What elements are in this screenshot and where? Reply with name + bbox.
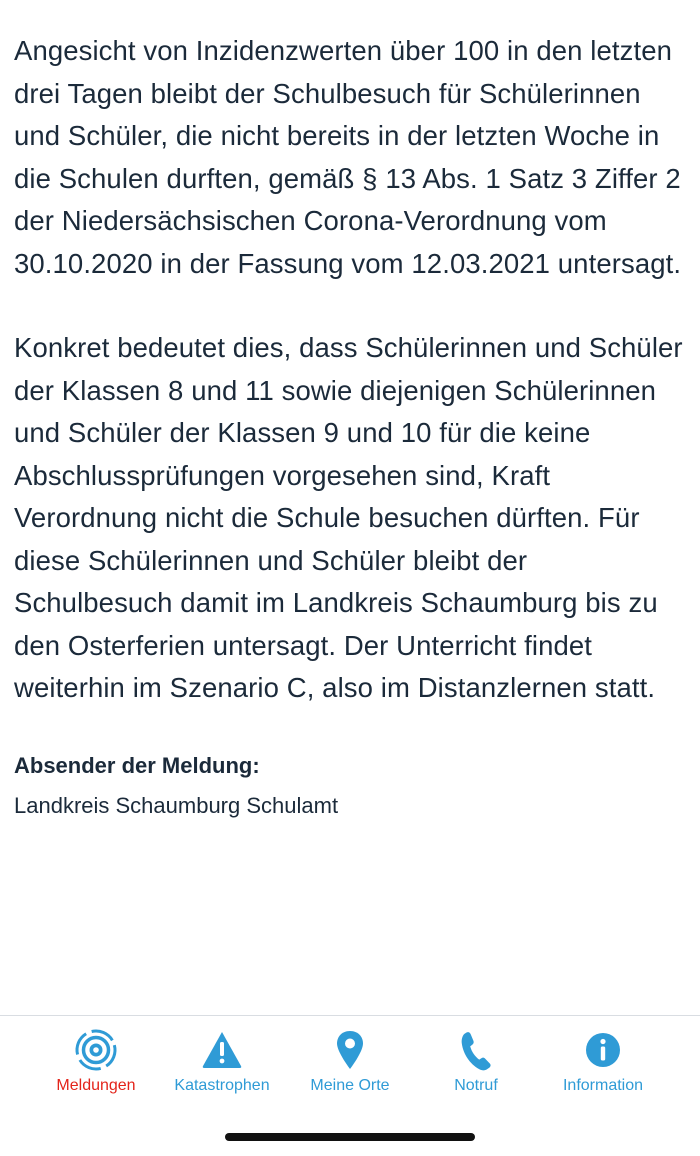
tab-label: Meldungen [56, 1077, 136, 1094]
tab-label: Information [562, 1077, 644, 1094]
info-icon [581, 1028, 625, 1072]
tab-notruf[interactable] [406, 1028, 546, 1098]
message-paragraph: Konkret bedeutet dies, dass Schülerinnen und Schüler der Klassen 8 und 11 sowie diejenigen Schülerinnen und Schüler der Klassen 9 und 10 für die keine Abschlussprüfungen vorgesehen sind, Kraft Verordnung nicht die Schule besuchen dürften. Für diese Schülerinnen und Schüler bleibt der Schulbesuch damit im Landkreis Schaumburg bis zu den Osterferien untersagt. Der Unterricht findet weiterhin im Szenario C, also im Distanzlernen statt. [14, 332, 683, 703]
tab-information[interactable] [533, 1028, 673, 1098]
tab-katastrophen[interactable] [152, 1028, 292, 1098]
home-indicator[interactable] [225, 1133, 475, 1141]
tab-meine-orte[interactable] [280, 1028, 420, 1098]
alert-radar-icon [74, 1028, 118, 1072]
sender-name: Landkreis Schaumburg Schulamt [14, 792, 339, 818]
tab-label: Meine Orte [310, 1077, 390, 1094]
message-detail [14, 30, 690, 820]
message-paragraph: Angesicht von Inzidenzwerten über 100 in den letzten drei Tagen bleibt der Schulbesuch für Schülerinnen und Schüler, die nicht bereits in der letzten Woche in die Schulen durften, gemäß § 13 Abs. 1 Satz 3 Ziffer 2 der Niedersächsischen Corona-Verordnung vom 30.10.2020 in der Fassung vom 12.03.2021 untersagt. [14, 35, 682, 279]
tab-meldungen[interactable] [26, 1028, 166, 1098]
tab-label: Notruf [454, 1077, 498, 1094]
sender-label: Absender der Meldung: [14, 752, 260, 778]
phone-icon [454, 1028, 498, 1072]
location-pin-icon [328, 1028, 372, 1072]
tab-label: Katastrophen [174, 1077, 270, 1094]
warning-triangle-icon [200, 1028, 244, 1072]
